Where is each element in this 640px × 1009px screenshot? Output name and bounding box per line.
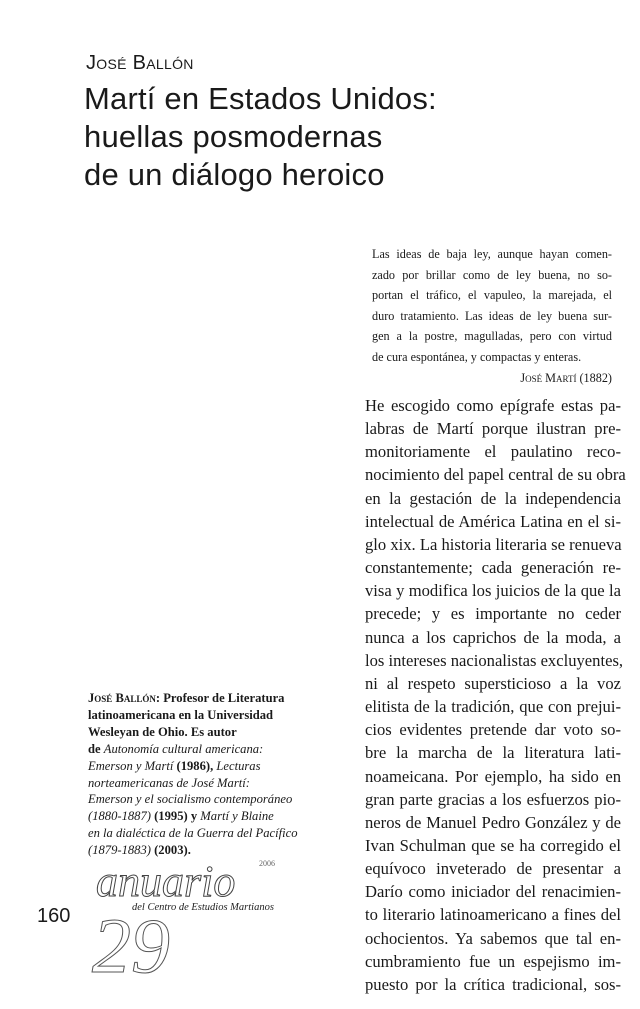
logo-subtitle: del Centro de Estudios Martianos: [132, 902, 274, 913]
body-line: Darío como iniciador del renacimien-: [365, 882, 621, 902]
body-line: intelectual de América Latina en el si-: [365, 511, 621, 531]
body-line: los intereses nacionalistas excluyentes,: [365, 650, 624, 670]
bio-book-title: Autonomía cultural americana:: [103, 741, 264, 756]
body-line: precede; y es importante no ceder: [365, 604, 621, 624]
body-line: glo xix. La historia literaria se renueva: [365, 534, 622, 554]
bio-role: : Profesor de Literatura: [155, 691, 285, 705]
body-line: nocimiento del papel central de su obra: [365, 465, 626, 485]
anuario-logo: [90, 860, 290, 980]
epigraph-line: Las ideas de baja ley, aunque hayan comen-: [372, 247, 612, 261]
body-line: visa y modifica los juicios de la que la: [365, 581, 621, 601]
article-title: [84, 80, 604, 194]
article-author: José Ballón: [86, 52, 194, 74]
logo-number: 29: [92, 902, 170, 980]
logo-year: 2006: [259, 859, 275, 868]
epigraph-attribution: [372, 368, 612, 388]
body-line: Ivan Schulman que se ha corregido el: [365, 835, 621, 855]
epigraph-line: duro tratamiento. Las ideas de ley buena sur-: [372, 308, 612, 323]
body-line: nunca a los caprichos de la moda, a: [365, 627, 621, 647]
body-line: ochocientos. Ya sabemos que tal en-: [365, 928, 621, 948]
epigraph-line: zado por brillar como de ley buena, no so-: [372, 267, 612, 282]
body-line: labras de Martí porque ilustran pre-: [365, 419, 621, 439]
body-line: en la gestación de la independencia: [365, 488, 621, 508]
bio-line: Wesleyan de Ohio. Es autor: [88, 724, 237, 739]
bio-line: [88, 842, 318, 859]
body-line: ni al respeto supersticioso a la voz: [365, 673, 621, 693]
body-line: neros de Manuel Pedro González y de: [365, 812, 621, 832]
bio-line: [88, 741, 318, 758]
title-line: de un diálogo heroico: [84, 157, 385, 192]
epigraph-line: gen a la postre, magulladas, pero con virtud: [372, 329, 612, 344]
bio-line: [88, 791, 318, 808]
body-line: gran parte gracias a los esfuerzos pio-: [365, 789, 621, 809]
bio-line: latinoamericana en la Universidad: [88, 707, 274, 722]
body-line: to literario latinoamericano a fines del: [365, 905, 621, 925]
bio-book-title: (1880-1887): [88, 809, 151, 824]
bio-text: de: [88, 741, 104, 756]
body-line: constantemente; cada generación re-: [365, 558, 621, 578]
body-text: [365, 394, 626, 996]
body-line: cumbramiento fue un espejismo im-: [365, 951, 621, 971]
bio-text: (1995) y: [150, 809, 201, 824]
bio-book-title: norteamericanas de José Martí:: [88, 775, 250, 790]
bio-line: [88, 808, 318, 825]
bio-book-title: Emerson y el socialismo contemporáneo: [88, 792, 293, 807]
epigraph: [372, 244, 612, 388]
body-line: noameicana. Por ejemplo, ha sido en: [365, 766, 621, 786]
title-line: Martí en Estados Unidos:: [84, 81, 437, 116]
bio-text: (2003).: [150, 843, 191, 858]
page-number: 160: [37, 905, 71, 927]
epigraph-line: de cura espontánea, y compactas y enteras.: [372, 349, 582, 364]
body-line: bre la marcha de la literatura lati-: [365, 743, 621, 763]
epigraph-attribution-name: José Martí: [520, 370, 577, 385]
body-line: equívoco inveterado de presentar a: [365, 859, 621, 879]
bio-book-title: Emerson y Martí: [88, 758, 174, 773]
logo-word: anuario: [96, 860, 236, 906]
bio-book-title: (1879-1883): [88, 843, 151, 858]
bio-book-title: Martí y Blaine: [200, 809, 274, 824]
body-line: elitista de la tradición, que con prejui-: [365, 697, 621, 717]
epigraph-attribution-year: (1882): [579, 370, 612, 385]
bio-name: José Ballón: [88, 691, 156, 705]
body-line: monitoriamente el paulatino reco-: [365, 442, 621, 462]
bio-text: (1986),: [173, 758, 217, 773]
bio-line: [88, 825, 318, 842]
bio-line: [88, 758, 318, 775]
bio-line: [88, 775, 318, 792]
bio-book-title: en la dialéctica de la Guerra del Pacífico: [88, 826, 298, 841]
title-line: huellas posmodernas: [84, 119, 383, 154]
body-line: He escogido como epígrafe estas pa-: [365, 396, 621, 415]
body-line: puesto por la crítica tradicional, sos-: [365, 974, 621, 994]
body-line: cios evidentes pretende dar voto so-: [365, 720, 621, 740]
epigraph-line: portan el tráfico, el vapuleo, la marejada, el: [372, 288, 612, 303]
bio-line: [88, 690, 318, 707]
bio-book-title: Lecturas: [216, 758, 261, 773]
author-bio: [88, 690, 318, 859]
